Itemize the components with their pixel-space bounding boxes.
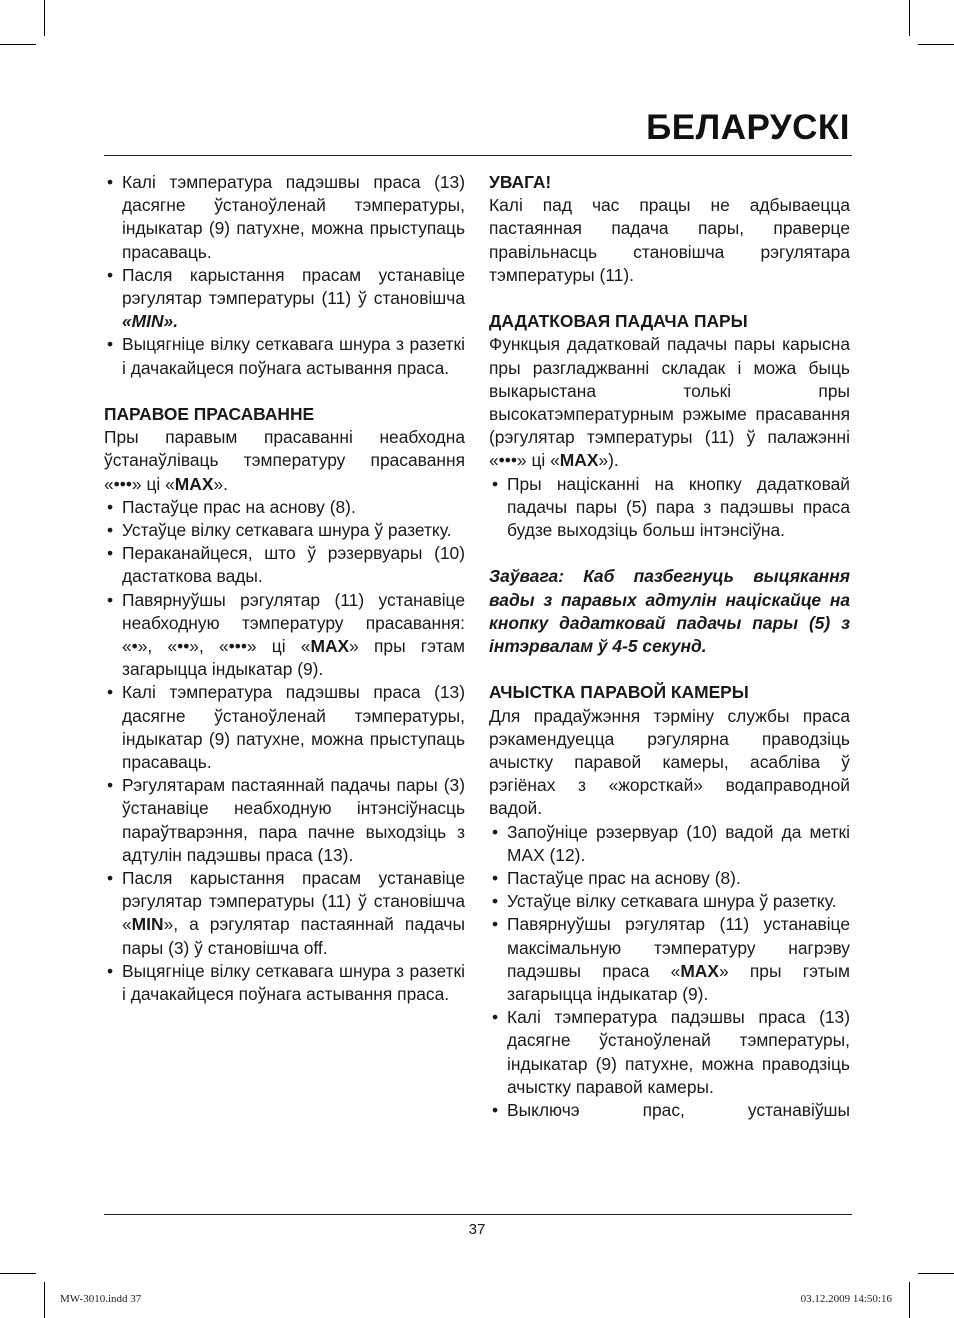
attention-text: Калі пад час працы не адбываецца пастаянная падача пары, праверце правільнасць становішча рэгулятара тэмпературы (11).: [489, 195, 850, 285]
list-item: • Выцягніце вілку сеткавага шнура з разеткі і дачакайцеся поўнага астывання праса.: [104, 333, 465, 379]
list-item: • Пераканайцеся, што ў рэзервуары (10) дастаткова вады.: [104, 542, 465, 588]
section-heading-attention: УВАГА!: [489, 172, 552, 192]
crop-mark: [909, 1282, 910, 1318]
crop-mark: [44, 0, 45, 36]
crop-mark: [909, 0, 910, 36]
extra-steam-list: [489, 473, 850, 543]
note-text: Заўвага: Каб пазбегнуць выцякання вады з паравых адтулін націскайце на кнопку дадатковай падачы пары (5) з інтэрвалам ў 4-5 секунд.: [489, 566, 850, 657]
list-item: • Пры націсканні на кнопку дадатковай падачы пары (5) пара з падэшвы праса будзе выходзіць больш інтэнсіўна.: [489, 473, 850, 543]
list-item: • Выключэ прас, устанавіўшы: [489, 1099, 850, 1122]
page-number: 37: [468, 1221, 486, 1238]
crop-mark: [44, 1282, 45, 1318]
list-item: • Пастаўце прас на аснову (8).: [104, 496, 465, 519]
crop-mark: [0, 1273, 36, 1274]
section-intro: Для прадаўжэння тэрміну службы праса рэкамендуецца рэгулярна праводзіць ачыстку паравой камеры, асабліва ў рэгіёнах з «жорсткай» водаправодной вадой.: [489, 705, 850, 819]
list-item: • Устаўце вілку сеткавага шнура ў разетку.: [104, 519, 465, 542]
section-intro: Пры паравым прасаванні неабходна ўстанаўліваць тэмпературу прасавання «•••» ці «MAX».: [104, 427, 465, 494]
list-item: • Пасля карыстання прасам устанавіце рэгулятар тэмпературы (11) ў становішча «MIN».: [104, 264, 465, 334]
footer-rule: [104, 1214, 852, 1215]
slug-date-info: 03.12.2009 14:50:16: [800, 1293, 892, 1305]
list-item: • Павярнуўшы рэгулятар (11) устанавіце максімальную тэмпературу нагрэву падэшвы праса «MAX» пры гэтым загарыцца індыкатар (9).: [489, 913, 850, 1006]
right-column: [489, 171, 850, 1122]
section-intro: Функцыя дадатковай падачы пары карысна пры разгладжванні складак і можа быць выкарыстана толькі пры высокатэмпературным рэжыме прасавання (рэгулятар тэмпературы (11) ў палажэнні «•••» ці «MAX»).: [489, 334, 850, 471]
section-heading-steam-ironing: ПАРАВОЕ ПРАСАВАННЕ: [104, 404, 315, 425]
slug-file-info: MW-3010.indd 37: [60, 1293, 142, 1305]
header-rule: [104, 155, 852, 156]
crop-mark: [918, 1273, 954, 1274]
crop-mark: [918, 44, 954, 45]
section-heading-extra-steam: ДАДАТКОВАЯ ПАДАЧА ПАРЫ: [489, 311, 748, 332]
section-heading-cleaning: АЧЫСТКА ПАРАВОЙ КАМЕРЫ: [489, 682, 749, 703]
cleaning-list: [489, 821, 850, 1123]
list-item: • Устаўце вілку сеткавага шнура ў разетку.: [489, 890, 850, 913]
list-item: • Выцягніце вілку сеткавага шнура з разеткі і дачакайцеся поўнага астывання праса.: [104, 960, 465, 1006]
list-item: • Запоўніце рэзервуар (10) вадой да меткі MAX (12).: [489, 821, 850, 867]
intro-list: [104, 171, 465, 380]
list-item: • Пастаўце прас на аснову (8).: [489, 867, 850, 890]
crop-mark: [0, 44, 36, 45]
left-column: [104, 171, 465, 1006]
steam-ironing-list: [104, 496, 465, 1006]
list-item: • Калі тэмпература падэшвы праса (13) дасягне ўстаноўленай тэмпературы, індыкатар (9) патухне, можна прыступаць прасаваць.: [104, 171, 465, 264]
list-item: • Рэгулятарам пастаяннай падачы пары (3) ўстанавіце неабходную інтэнсіўнасць параўтварэння, пара пачне выходзіць з адтулін падэшвы праса (13).: [104, 774, 465, 867]
list-item: • Пасля карыстання прасам устанавіце рэгулятар тэмпературы (11) ў становішча «MIN», а рэгулятар пастаяннай падачы пары (3) ў становішча off.: [104, 867, 465, 960]
list-item: • Павярнуўшы рэгулятар (11) устанавіце неабходную тэмпературу прасавання: «•», «••», «•••» ці «MAX» пры гэтам загарыцца індыкатар (9).: [104, 589, 465, 682]
list-item: • Калі тэмпература падэшвы праса (13) дасягне ўстаноўленай тэмпературы, індыкатар (9) патухне, можна праводзіць ачыстку паравой камеры.: [489, 1006, 850, 1099]
list-item: • Калі тэмпература падэшвы праса (13) дасягне ўстаноўленай тэмпературы, індыкатар (9) патухне, можна прыступаць прасаваць.: [104, 681, 465, 774]
page-title: БЕЛАРУСКІ: [646, 108, 850, 147]
